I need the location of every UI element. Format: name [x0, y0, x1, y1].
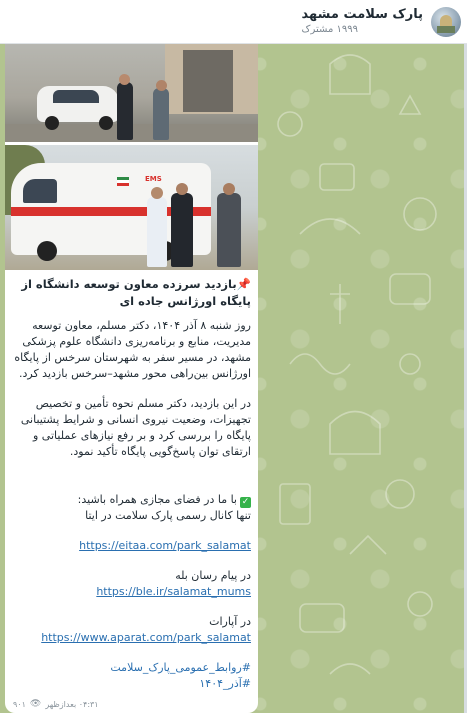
post-meta [13, 698, 99, 710]
photo2-person-head [151, 187, 163, 199]
bale-label: در پیام رسان بله [175, 569, 251, 582]
eitaa-block [13, 538, 251, 554]
bale-link[interactable]: https://ble.ir/salamat_mums [96, 585, 251, 598]
follow-line-1-text: با ما در فضای مجازی همراه باشید: [77, 493, 237, 506]
photo1-person [117, 82, 133, 140]
follow-line-1 [13, 492, 251, 508]
photo1-person-head [119, 74, 130, 85]
follow-line-2: تنها کانال رسمی پارک سلامت در ایتا [85, 509, 251, 522]
photo2-person [147, 197, 167, 267]
post-title-text: بازدید سرزده معاون توسعه دانشگاه از پایگاه اورژانس جاده ای [21, 277, 251, 308]
post-title [13, 276, 251, 310]
eitaa-link[interactable]: https://eitaa.com/park_salamat [79, 539, 251, 552]
channel-avatar[interactable] [431, 7, 461, 37]
hashtags [13, 660, 251, 692]
post-text [13, 276, 251, 692]
post-photo-2[interactable] [5, 145, 258, 270]
photo1-garage-door [183, 50, 233, 112]
photo2-person-head [223, 183, 235, 195]
photo2-wheel [37, 241, 57, 261]
photo2-person [171, 193, 193, 267]
channel-info[interactable] [302, 6, 423, 37]
shrine-base-icon [437, 26, 455, 33]
flag-icon [117, 177, 129, 186]
post-photo-1[interactable] [5, 44, 258, 142]
view-count: ۹۰۱ [13, 699, 26, 709]
spacer [13, 474, 251, 492]
post-paragraph-1: روز شنبه ۸ آذر ۱۴۰۴، دکتر مسلم، معاون توسعه مدیریت، منابع و برنامه‌ریزی دانشگاه علوم پزشکی مشهد، در مسیر سفر به شهرستان سرخس از پایگاه اورژانس بین‌راهی محور مشهد–سرخس بازدید کرد. [14, 319, 251, 380]
hashtag-1[interactable]: #روابط_عمومی_پارک_سلامت [110, 661, 251, 674]
checkmark-icon: ✓ [241, 497, 250, 507]
photo1-person [153, 88, 169, 140]
aparat-block [13, 614, 251, 646]
bale-block [13, 568, 251, 600]
pushpin-icon: 📌 [236, 277, 251, 291]
photo2-ems-mark: EMS [145, 175, 162, 183]
chat-area[interactable] [0, 44, 467, 713]
channel-post-bubble[interactable] [5, 44, 258, 713]
channel-header[interactable] [0, 0, 467, 44]
channel-name: پارک سلامت مشهد [301, 7, 423, 22]
subscriber-count: ۱۹۹۹ مشترک [301, 24, 358, 35]
photo2-person [217, 193, 241, 267]
post-time: ۰۴:۳۱ بعدازظهر [45, 699, 99, 709]
photo1-person-head [156, 80, 167, 91]
photo2-ambulance-window [23, 179, 57, 203]
photo1-car-window [53, 90, 99, 103]
aparat-link[interactable]: https://www.aparat.com/park_salamat [41, 631, 251, 644]
photo1-wheel [45, 116, 59, 130]
aparat-label: در آپارات [209, 615, 251, 628]
photo2-person-head [176, 183, 188, 195]
post-paragraph-2: در این بازدید، دکتر مسلم نحوه تأمین و تخصیص تجهیزات، وضعیت نیروی انسانی و شرایط پشتیبانی پایگاه را بررسی کرد و بر رفع نیازهای عملیاتی و ارتقای توان پاسخ‌گویی پایگاه تأکید نمود. [20, 397, 251, 458]
hashtag-2[interactable]: #آذر_۱۴۰۴ [199, 677, 251, 690]
eye-icon: 👁 [29, 699, 42, 709]
photo1-wheel [99, 116, 113, 130]
follow-block [13, 492, 251, 524]
